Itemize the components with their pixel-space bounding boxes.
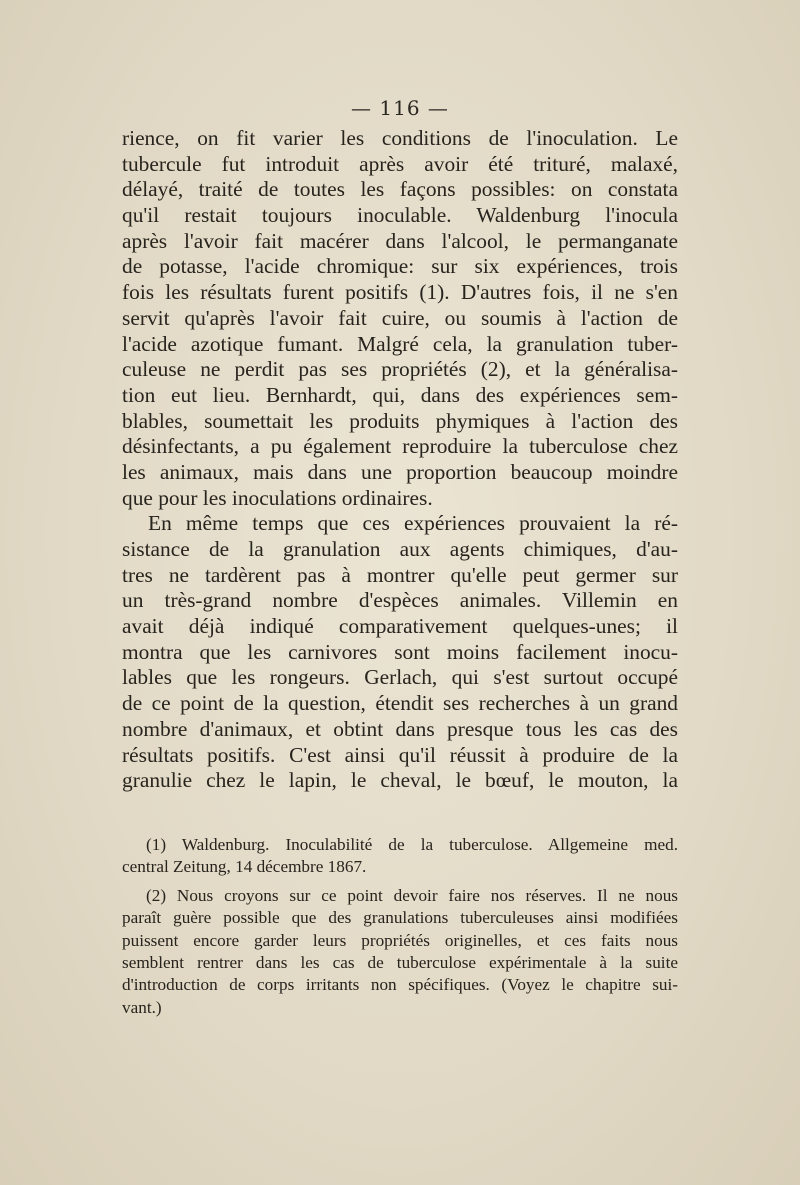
footnote-2-line: (2) Nous croyons sur ce point devoir faire nos réserves. Il ne nous bbox=[146, 885, 678, 905]
footnote-2-line: paraît guère possible que des granulations tuberculeuses ainsi modifiées bbox=[122, 908, 678, 928]
text-line: culeuse ne perdit pas ses propriétés (2), et la généralisa- bbox=[122, 357, 678, 382]
body-text bbox=[122, 126, 678, 794]
footnotes bbox=[122, 834, 678, 1019]
text-line: nombre d'animaux, et obtint dans presque tous les cas des bbox=[122, 716, 678, 741]
text-line: tubercule fut introduit après avoir été trituré, malaxé, bbox=[122, 151, 678, 176]
text-line: de potasse, l'acide chromique: sur six expériences, trois bbox=[122, 254, 678, 279]
text-line: l'acide azotique fumant. Malgré cela, la granulation tuber- bbox=[122, 331, 678, 356]
text-line: lables que les rongeurs. Gerlach, qui s'est surtout occupé bbox=[122, 665, 678, 690]
text-line: blables, soumettait les produits phymiques à l'action des bbox=[122, 408, 678, 433]
text-line: granulie chez le lapin, le cheval, le bœuf, le mouton, la bbox=[122, 768, 678, 793]
footnote-1-line: central Zeitung, 14 décembre 1867. bbox=[122, 857, 367, 877]
text-line: montra que les carnivores sont moins facilement inocu- bbox=[122, 639, 678, 664]
text-line: rience, on fit varier les conditions de l'inoculation. Le bbox=[122, 126, 678, 150]
text-line: tion eut lieu. Bernhardt, qui, dans des expériences sem- bbox=[122, 382, 678, 407]
text-line: délayé, traité de toutes les façons possibles: on constata bbox=[122, 177, 678, 202]
text-line: sistance de la granulation aux agents chimiques, d'au- bbox=[122, 537, 678, 561]
text-line: En même temps que ces expériences prouvaient la ré- bbox=[148, 511, 678, 536]
text-line: de ce point de la question, étendit ses recherches à un grand bbox=[122, 691, 678, 716]
text-line: après l'avoir fait macérer dans l'alcool, le permanganate bbox=[122, 228, 678, 253]
text-line: un très-grand nombre d'espèces animales. Villemin en bbox=[122, 588, 678, 613]
page-number: — 116 — bbox=[351, 96, 449, 120]
text-line: qu'il restait toujours inoculable. Waldenburg l'inocula bbox=[122, 203, 678, 228]
text-line: fois les résultats furent positifs (1). D'autres fois, il ne s'en bbox=[122, 280, 678, 305]
footnote-2-line: d'introduction de corps irritants non spécifiques. (Voyez le chapitre sui- bbox=[122, 975, 678, 995]
text-line: que pour les inoculations ordinaires. bbox=[122, 485, 433, 510]
text-line: tres ne tardèrent pas à montrer qu'elle peut germer sur bbox=[122, 562, 678, 587]
footnote-2-line: puissent encore garder leurs propriétés originelles, et ces faits nous bbox=[122, 930, 678, 950]
text-line: désinfectants, a pu également reproduire la tuberculose chez bbox=[122, 434, 678, 459]
text-line: avait déjà indiqué comparativement quelques-unes; il bbox=[122, 614, 678, 639]
text-line: servit qu'après l'avoir fait cuire, ou soumis à l'action de bbox=[122, 305, 678, 330]
footnote-2-line: vant.) bbox=[122, 997, 162, 1017]
footnote-1-line: (1) Waldenburg. Inoculabilité de la tuberculose. Allgemeine med. bbox=[146, 835, 678, 854]
text-line: les animaux, mais dans une proportion beaucoup moindre bbox=[122, 459, 678, 484]
text-line: résultats positifs. C'est ainsi qu'il réussit à produire de la bbox=[122, 742, 678, 767]
footnote-2-line: semblent rentrer dans les cas de tuberculose expérimentale à la suite bbox=[122, 952, 678, 972]
